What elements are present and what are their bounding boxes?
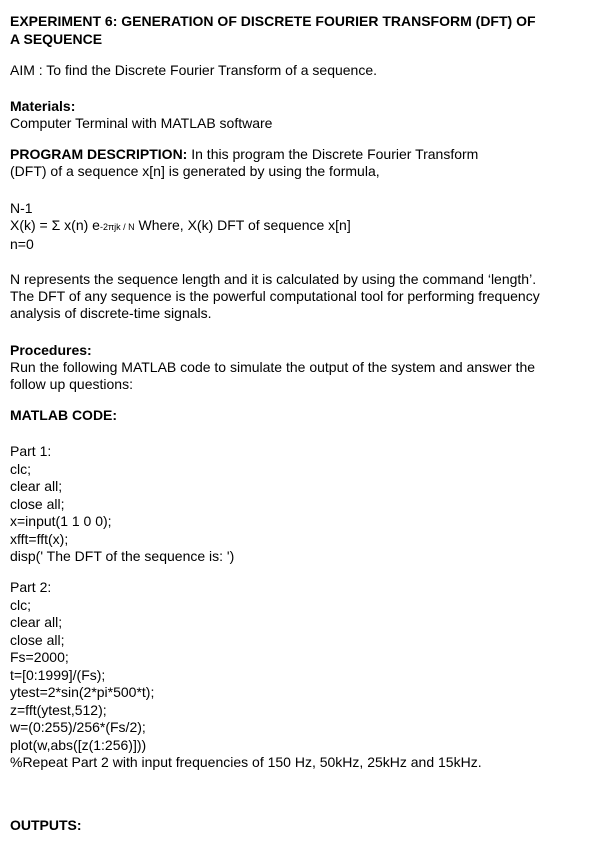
materials-text: Computer Terminal with MATLAB software <box>10 115 273 131</box>
formula-rhs: Where, X(k) DFT of sequence x[n] <box>134 217 351 233</box>
code-line: Part 2: <box>10 579 52 595</box>
code-part-1 <box>10 443 598 566</box>
aim-text: AIM : To find the Discrete Fourier Transform of a sequence. <box>10 62 378 78</box>
code-line: w=(0:255)/256*(Fs/2); <box>10 719 146 735</box>
paragraph-line-3: analysis of discrete-time signals. <box>10 305 212 321</box>
code-line: clear all; <box>10 614 63 630</box>
formula-main-line <box>10 217 598 236</box>
materials-heading: Materials: <box>10 98 76 114</box>
code-line: close all; <box>10 631 65 648</box>
code-line: ytest=2*sin(2*pi*500*t); <box>10 684 155 700</box>
code-line: x=input(1 1 0 0); <box>10 513 112 529</box>
formula-lower-limit: n=0 <box>10 236 34 252</box>
title-line-1: EXPERIMENT 6: GENERATION OF DISCRETE FOURIER TRANSFORM (DFT) OF <box>10 13 536 29</box>
procedures-section <box>10 342 598 393</box>
dft-formula <box>10 200 598 253</box>
matlab-code-heading: MATLAB CODE: <box>10 407 118 423</box>
program-description-heading: PROGRAM DESCRIPTION: <box>10 146 188 162</box>
formula-exponent: -2πjk / N <box>99 222 135 232</box>
page-title <box>10 12 598 48</box>
code-line: Fs=2000; <box>10 649 69 665</box>
code-line: %Repeat Part 2 with input frequencies of 150 Hz, 50kHz, 25kHz and 15kHz. <box>10 754 482 770</box>
code-line: disp(' The DFT of the sequence is: ') <box>10 548 235 564</box>
formula-upper-limit: N-1 <box>10 200 33 216</box>
procedures-line-2: follow up questions: <box>10 376 133 392</box>
code-line: clc; <box>10 596 31 613</box>
code-part-2 <box>10 579 598 772</box>
procedures-heading: Procedures: <box>10 342 92 358</box>
procedures-line-1: Run the following MATLAB code to simulate the output of the system and answer the <box>10 359 536 375</box>
sequence-length-paragraph <box>10 271 598 322</box>
outputs-heading: OUTPUTS: <box>10 817 82 833</box>
program-description-text: In this program the Discrete Fourier Transform <box>187 146 479 162</box>
code-line: z=fft(ytest,512); <box>10 701 107 718</box>
materials-section <box>10 98 598 132</box>
program-description-line-1 <box>10 146 598 163</box>
program-description-line-2: (DFT) of a sequence x[n] is generated by using the formula, <box>10 163 380 179</box>
paragraph-line-1: N represents the sequence length and it is calculated by using the command ‘length’. <box>10 271 537 287</box>
code-line: t=[0:1999]/(Fs); <box>10 666 106 683</box>
formula-lhs: X(k) = Σ x(n) e <box>10 217 100 233</box>
title-line-2: A SEQUENCE <box>10 31 103 47</box>
code-line: xfft=fft(x); <box>10 530 69 547</box>
code-line: plot(w,abs([z(1:256)])) <box>10 736 147 753</box>
paragraph-line-2: The DFT of any sequence is the powerful computational tool for performing frequency <box>10 288 540 304</box>
code-line: clear all; <box>10 478 63 494</box>
code-line: clc; <box>10 460 31 477</box>
code-line: Part 1: <box>10 443 52 459</box>
program-description <box>10 146 598 180</box>
code-line: close all; <box>10 495 65 512</box>
